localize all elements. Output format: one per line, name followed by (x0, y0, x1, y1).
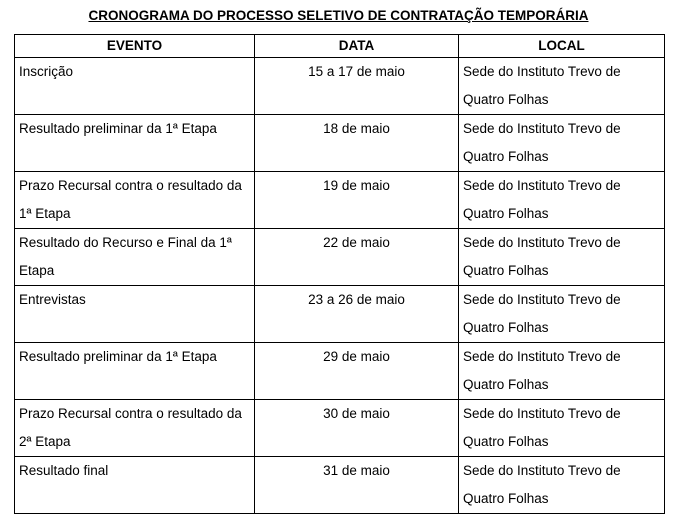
cell-local: Sede do Instituto Trevo de Quatro Folhas (459, 172, 665, 229)
cell-data: 29 de maio (255, 343, 459, 400)
cell-local: Sede do Instituto Trevo de Quatro Folhas (459, 286, 665, 343)
schedule-table (14, 34, 665, 514)
table-row (15, 172, 665, 229)
cell-local: Sede do Instituto Trevo de Quatro Folhas (459, 343, 665, 400)
cell-evento: Entrevistas (15, 286, 255, 343)
table-row (15, 286, 665, 343)
table-row (15, 343, 665, 400)
cell-evento: Inscrição (15, 58, 255, 115)
table-row (15, 58, 665, 115)
cell-data: 23 a 26 de maio (255, 286, 459, 343)
header-data: DATA (255, 35, 459, 58)
table-row (15, 400, 665, 457)
cell-local: Sede do Instituto Trevo de Quatro Folhas (459, 457, 665, 514)
table-row (15, 457, 665, 514)
document-title: CRONOGRAMA DO PROCESSO SELETIVO DE CONTRATAÇÃO TEMPORÁRIA (88, 8, 589, 23)
cell-evento: Prazo Recursal contra o resultado da 2ª Etapa (15, 400, 255, 457)
cell-evento: Prazo Recursal contra o resultado da 1ª Etapa (15, 172, 255, 229)
cell-local: Sede do Instituto Trevo de Quatro Folhas (459, 400, 665, 457)
cell-evento: Resultado preliminar da 1ª Etapa (15, 343, 255, 400)
cell-data: 30 de maio (255, 400, 459, 457)
table-header-row (15, 35, 665, 58)
cell-local: Sede do Instituto Trevo de Quatro Folhas (459, 229, 665, 286)
table-row (15, 115, 665, 172)
cell-data: 15 a 17 de maio (255, 58, 459, 115)
header-evento: EVENTO (15, 35, 255, 58)
cell-local: Sede do Instituto Trevo de Quatro Folhas (459, 115, 665, 172)
cell-data: 19 de maio (255, 172, 459, 229)
cell-local: Sede do Instituto Trevo de Quatro Folhas (459, 58, 665, 115)
cell-evento: Resultado preliminar da 1ª Etapa (15, 115, 255, 172)
cell-evento: Resultado do Recurso e Final da 1ª Etapa (15, 229, 255, 286)
cell-data: 31 de maio (255, 457, 459, 514)
cell-data: 22 de maio (255, 229, 459, 286)
cell-evento: Resultado final (15, 457, 255, 514)
table-row (15, 229, 665, 286)
cell-data: 18 de maio (255, 115, 459, 172)
header-local: LOCAL (459, 35, 665, 58)
